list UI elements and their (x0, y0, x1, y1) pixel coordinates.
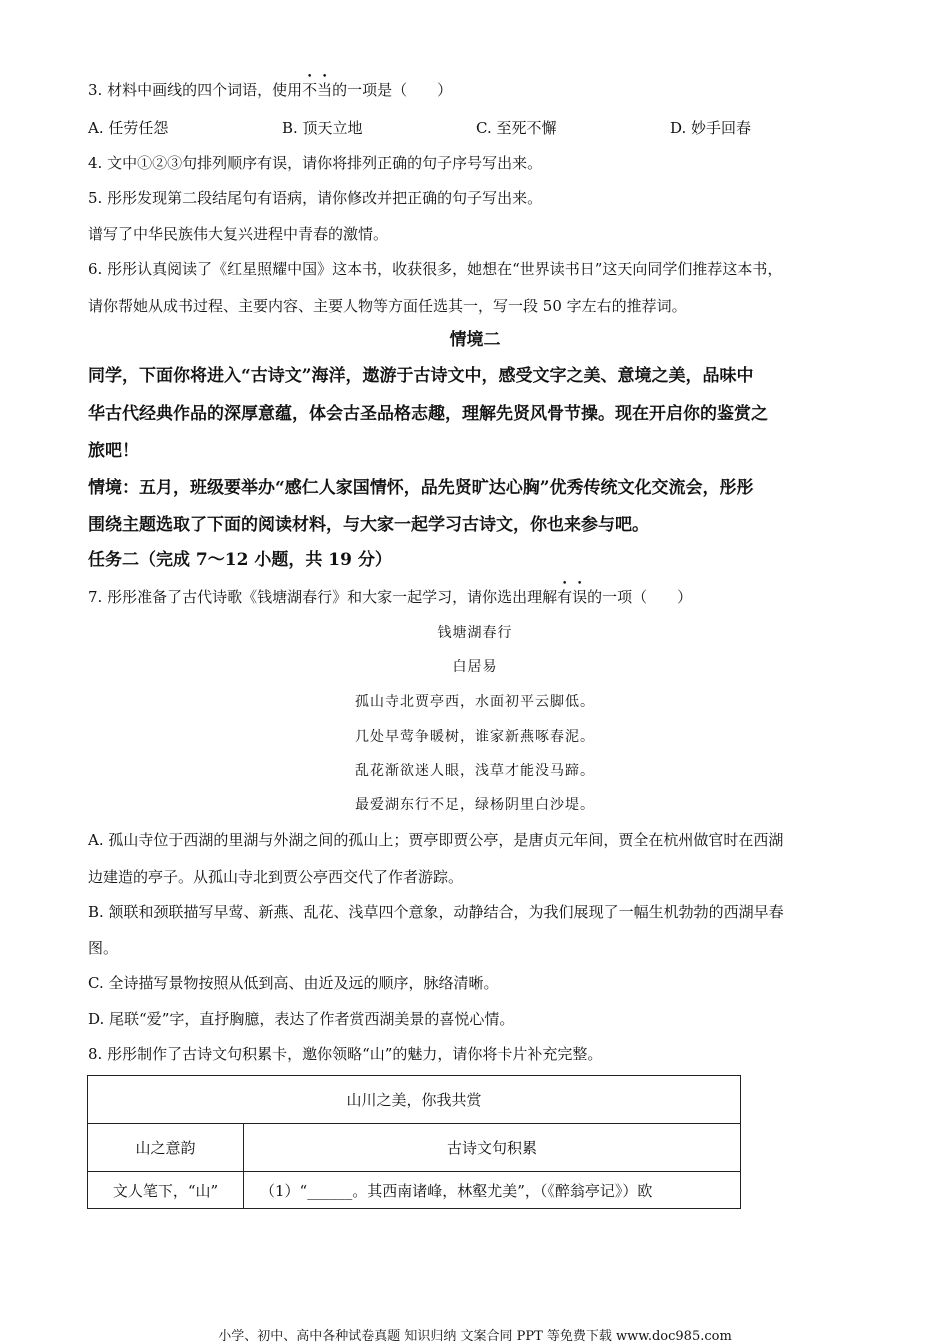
q3-option-b: B. 顶天立地 (282, 119, 363, 137)
section-title: 情境二 (449, 330, 501, 350)
card-col-header: 山之意韵 (88, 1124, 244, 1172)
poem-title: 钱塘湖春行 (437, 625, 513, 641)
question-8: 8. 彤彤制作了古诗文句积累卡，邀你领略“山”的魅力，请你将卡片补充完整。 (88, 1045, 603, 1063)
emphasis-char: 不 (302, 81, 318, 99)
q3-option-d: D. 妙手回春 (670, 119, 752, 137)
question-6-line1: 6. 彤彤认真阅读了《红星照耀中国》这本书，收获很多，她想在“世界读书日”这天向同学们推荐这本书， (88, 260, 783, 278)
q7-option-c: C. 全诗描写景物按照从低到高、由近及远的顺序，脉络清晰。 (88, 974, 499, 992)
intro-line: 同学，下面你将进入“古诗文”海洋，遨游于古诗文中，感受文字之美、意境之美，品味中 (88, 366, 754, 386)
poem-line: 孤山寺北贾亭西，水面初平云脚低。 (355, 694, 595, 710)
card-title: 山川之美，你我共赏 (88, 1076, 741, 1124)
question-3: 3. 材料中画线的四个词语，使用不当的一项是（ ） (88, 81, 453, 99)
card-cell: （1）“______。其西南诸峰，林壑尤美”，（《醉翁亭记》）欧 (244, 1172, 741, 1209)
situation-line: 情境：五月，班级要举办“感仁人家国情怀，品先贤旷达心胸”优秀传统文化交流会，彤彤 (88, 478, 754, 498)
intro-line: 华古代经典作品的深厚意蕴，体会古圣品格志趣，理解先贤风骨节操。现在开启你的鉴赏之 (88, 404, 768, 424)
poem-line: 几处早莺争暖树，谁家新燕啄春泥。 (355, 729, 595, 745)
intro-line: 旅吧！ (88, 441, 139, 461)
q7-option-b: B. 颔联和颈联描写早莺、新燕、乱花、浅草四个意象，动静结合，为我们展现了一幅生机勃勃的西湖早春 (88, 903, 784, 921)
emphasis-char: 当 (317, 81, 333, 99)
q5-sentence: 谱写了中华民族伟大复兴进程中青春的激情。 (88, 225, 389, 243)
task-heading: 任务二（完成 7～12 小题，共 19 分） (88, 550, 392, 570)
question-5: 5. 彤彤发现第二段结尾句有语病，请你修改并把正确的句子写出来。 (88, 189, 543, 207)
emphasis-char: 有 (557, 588, 573, 606)
page-footer: 小学、初中、高中各种试卷真题 知识归纳 文案合同 PPT 等免费下载 www.doc985.com (218, 1329, 732, 1344)
question-6-line2: 请你帮她从成书过程、主要内容、主要人物等方面任选其一，写一段 50 字左右的推荐词。 (88, 297, 687, 315)
poem-line: 最爱湖东行不足，绿杨阴里白沙堤。 (355, 797, 595, 813)
q7-option-d: D. 尾联“爱”字，直抒胸臆，表达了作者赏西湖美景的喜悦心情。 (88, 1010, 515, 1028)
q3-option-a: A. 任劳任怨 (88, 119, 169, 137)
q7-option-a-cont: 边建造的亭子。从孤山寺北到贾公亭西交代了作者游踪。 (88, 868, 464, 886)
poem-line: 乱花渐欲迷人眼，浅草才能没马蹄。 (355, 763, 595, 779)
accumulation-card (87, 1075, 741, 1209)
card-col-header: 古诗文句积累 (244, 1124, 741, 1172)
question-7: 7. 彤彤准备了古代诗歌《钱塘湖春行》和大家一起学习，请你选出理解有误的一项（ ） (88, 588, 693, 606)
question-4: 4. 文中①②③句排列顺序有误，请你将排列正确的句子序号写出来。 (88, 154, 543, 172)
emphasis-char: 误 (572, 588, 588, 606)
q7-option-b-cont: 图。 (88, 939, 119, 957)
situation-line: 围绕主题选取了下面的阅读材料，与大家一起学习古诗文，你也来参与吧。 (88, 515, 649, 535)
q7-option-a: A. 孤山寺位于西湖的里湖与外湖之间的孤山上；贾亭即贾公亭，是唐贞元年间，贾全在杭州做官时在西湖 (88, 831, 784, 849)
poem-author: 白居易 (452, 659, 498, 675)
q3-option-c: C. 至死不懈 (476, 119, 557, 137)
card-cell: 文人笔下，“山” (88, 1172, 244, 1209)
